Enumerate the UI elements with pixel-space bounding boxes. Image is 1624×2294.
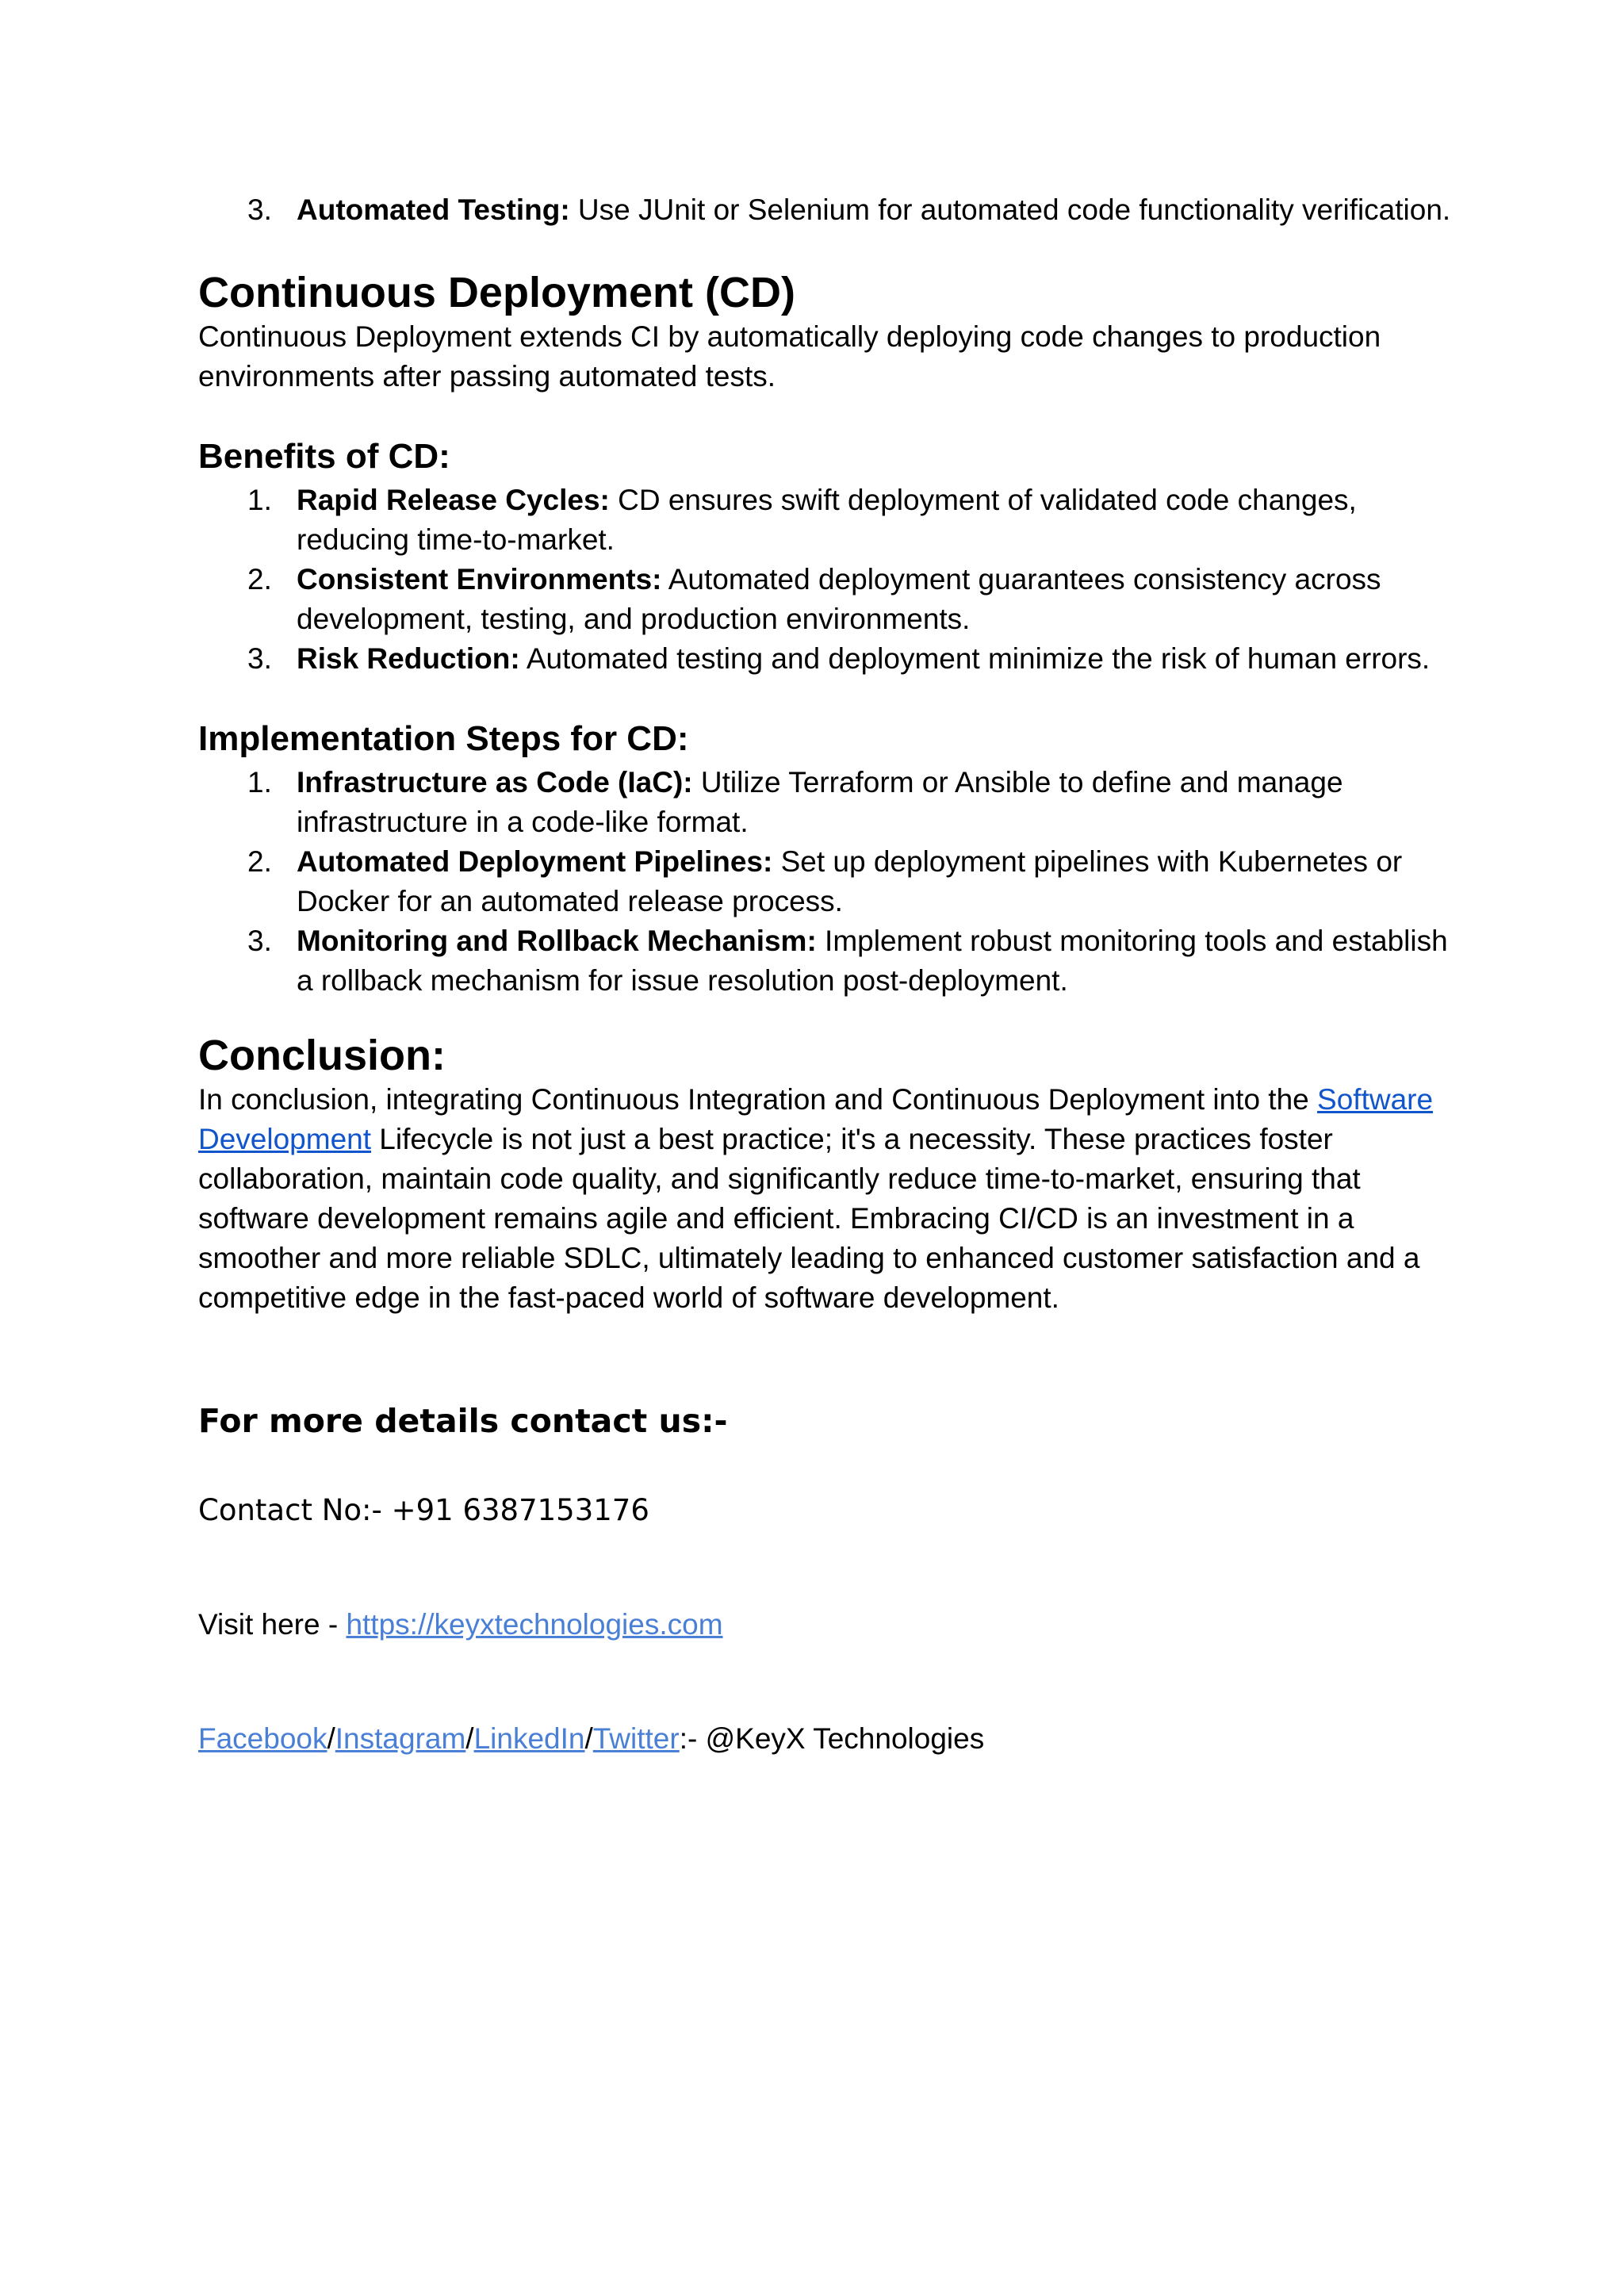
list-item-bold-label: Risk Reduction: xyxy=(297,642,520,675)
list-item-text: Automated testing and deployment minimize the risk of human errors. xyxy=(519,642,1431,675)
list-item-bold-label: Automated Testing: xyxy=(297,193,570,226)
contact-heading: For more details contact us:- xyxy=(198,1402,728,1440)
list-number: 3. xyxy=(247,642,272,675)
visit-line xyxy=(198,1605,1451,1645)
list-item-bold-label: Monitoring and Rollback Mechanism: xyxy=(297,925,817,957)
social-separator: / xyxy=(584,1722,593,1755)
implementation-heading: Implementation Steps for CD: xyxy=(198,719,689,758)
list-number: 2. xyxy=(247,563,272,596)
twitter-link[interactable]: Twitter xyxy=(592,1722,680,1755)
list-item-text: Utilize Terraform or Ansible to define and manage infrastructure in a code-like format. xyxy=(297,766,1343,838)
implementation-list xyxy=(198,763,1451,1001)
conclusion-text-after: Lifecycle is not just a best practice; it's a necessity. These practices foster collaboration, maintain code quality, and significantly reduce time-to-market, ensuring that software development remains agile and efficient. Embracing CI/CD is an investment in a smoother and more reliable SDLC, ultimately leading to enhanced customer satisfaction and a competitive edge in the fast-paced world of software development. xyxy=(198,1123,1420,1314)
list-item-text: Implement robust monitoring tools and establish a rollback mechanism for issue resolution post-deployment. xyxy=(297,925,1448,997)
benefits-list xyxy=(198,481,1451,679)
social-line xyxy=(198,1719,1451,1759)
section-title-conclusion: Conclusion: xyxy=(198,1032,446,1079)
list-number: 3. xyxy=(247,925,272,957)
software-development-link[interactable]: Software Development xyxy=(198,1083,1434,1155)
social-handle: :- @KeyX Technologies xyxy=(679,1722,985,1755)
list-item xyxy=(198,481,1451,560)
list-number: 3. xyxy=(247,193,272,226)
visit-label: Visit here - xyxy=(198,1608,347,1641)
website-link[interactable]: https://keyxtechnologies.com xyxy=(346,1608,723,1641)
list-number: 1. xyxy=(247,484,272,516)
linkedin-link[interactable]: LinkedIn xyxy=(473,1722,585,1755)
document-page xyxy=(198,190,1451,1759)
list-item-text: Automated deployment guarantees consistency across development, testing, and production environments. xyxy=(297,563,1381,635)
list-number: 1. xyxy=(247,766,272,798)
list-item xyxy=(198,763,1451,842)
list-item xyxy=(198,190,1451,230)
list-item-bold-label: Rapid Release Cycles: xyxy=(297,484,610,516)
social-separator: / xyxy=(327,1722,335,1755)
benefits-heading: Benefits of CD: xyxy=(198,437,450,476)
list-number: 2. xyxy=(247,845,272,878)
list-item xyxy=(198,560,1451,639)
conclusion-paragraph xyxy=(198,1080,1451,1318)
list-item xyxy=(198,921,1451,1001)
conclusion-text-before: In conclusion, integrating Continuous Integration and Continuous Deployment into the xyxy=(198,1083,1318,1116)
list-item-text: Use JUnit or Selenium for automated code functionality verification. xyxy=(569,193,1451,226)
cd-paragraph: Continuous Deployment extends CI by automatically deploying code changes to production environments after passing automated tests. xyxy=(198,320,1381,393)
list-item-text: Set up deployment pipelines with Kubernetes or Docker for an automated release process. xyxy=(297,845,1403,917)
list-item-bold-label: Automated Deployment Pipelines: xyxy=(297,845,773,878)
list-item xyxy=(198,842,1451,921)
instagram-link[interactable]: Instagram xyxy=(335,1722,466,1755)
list-item-bold-label: Infrastructure as Code (IaC): xyxy=(297,766,693,798)
section-title-cd: Continuous Deployment (CD) xyxy=(198,269,795,316)
list-item xyxy=(198,639,1451,679)
facebook-link[interactable]: Facebook xyxy=(198,1722,327,1755)
social-separator: / xyxy=(465,1722,474,1755)
list-item-text: CD ensures swift deployment of validated code changes, reducing time-to-market. xyxy=(297,484,1357,556)
list-item-bold-label: Consistent Environments: xyxy=(297,563,662,596)
contact-phone: Contact No:- +91 6387153176 xyxy=(198,1493,649,1527)
ci-steps-list-continued xyxy=(198,190,1451,230)
